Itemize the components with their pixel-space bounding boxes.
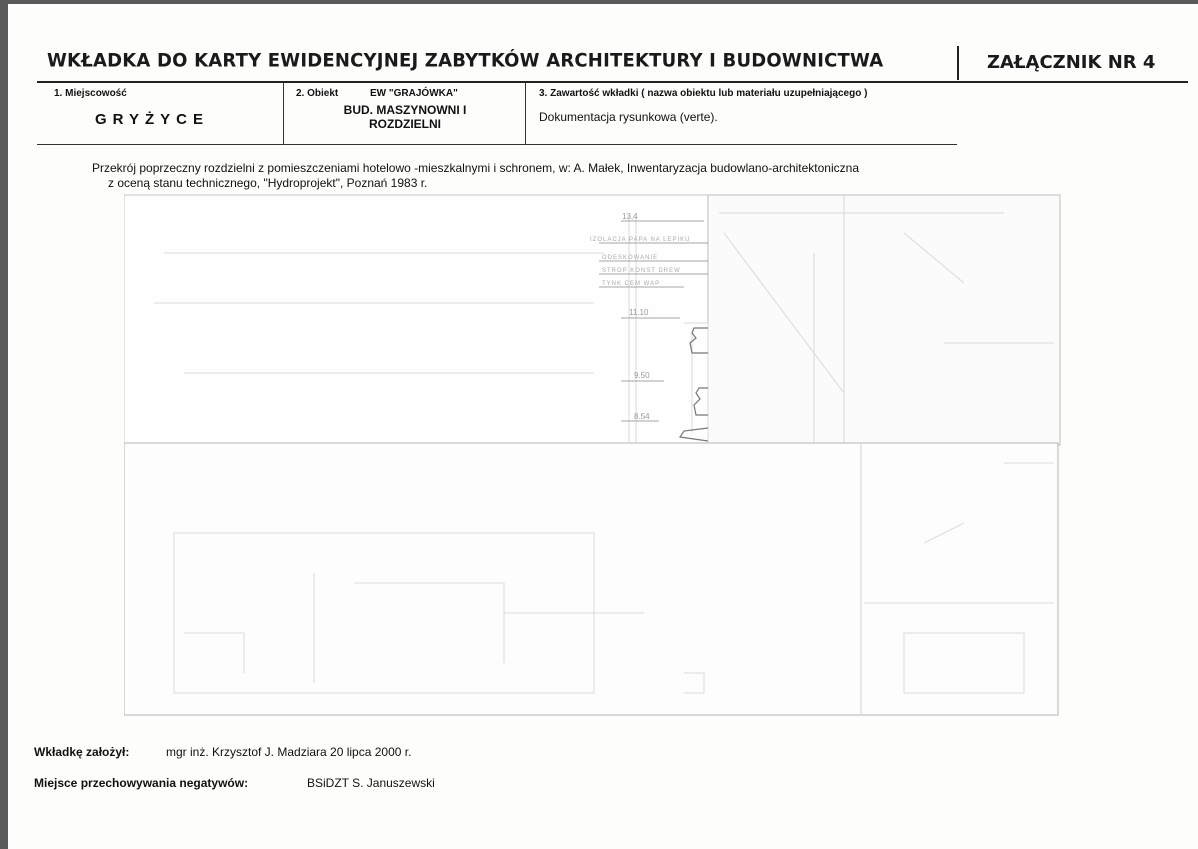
object-name: EW "GRAJÓWKA" bbox=[370, 88, 458, 99]
drawing-sheet-upper-right bbox=[708, 195, 1060, 445]
elevation-label: 13,4 bbox=[622, 212, 638, 221]
object-label: 2. Obiekt bbox=[296, 88, 339, 99]
author-value: mgr inż. Krzysztof J. Madziara 20 lipca 2000 r. bbox=[166, 745, 412, 759]
layer-note: STROP KONST DREW bbox=[602, 268, 681, 274]
author-label: Wkładkę założył: bbox=[34, 745, 130, 759]
storage-label: Miejsce przechowywania negatywów: bbox=[34, 776, 249, 790]
drawing-sheet-lower bbox=[124, 443, 1058, 715]
drawing-caption bbox=[92, 161, 992, 191]
layer-note: IZOLACJA PAPA NA LEPIKU bbox=[590, 237, 691, 243]
header-divider bbox=[957, 46, 959, 80]
location-label: 1. Miejscowość bbox=[54, 88, 127, 99]
location-value: GRYŻYCE bbox=[95, 111, 209, 128]
cross-section-drawing bbox=[124, 193, 1064, 721]
fields-rule bbox=[37, 144, 957, 145]
header-rule bbox=[37, 81, 1188, 83]
elevation-label: 11.10 bbox=[629, 308, 649, 317]
caption-line1: Przekrój poprzeczny rozdzielni z pomieszczeniami hotelowo -mieszkalnymi i schronem, w: A. Małek, Inwentaryzacja budowlano-architektoniczna bbox=[92, 161, 859, 175]
content-label: 3. Zawartość wkładki ( nazwa obiektu lub materiału uzupełniającego ) bbox=[539, 88, 868, 99]
cell-divider bbox=[525, 82, 526, 145]
storage-value: BSiDZT S. Januszewski bbox=[307, 776, 435, 790]
drawing-sheet-upper-left bbox=[124, 195, 708, 445]
caption-line2: z oceną stanu technicznego, "Hydroprojekt", Poznań 1983 r. bbox=[108, 176, 428, 190]
document-title: WKŁADKA DO KARTY EWIDENCYJNEJ ZABYTKÓW ARCHITEKTURY I BUDOWNICTWA bbox=[47, 49, 884, 72]
object-value-line1: BUD. MASZYNOWNI I bbox=[343, 103, 467, 117]
object-value bbox=[285, 103, 525, 131]
annex-number: ZAŁĄCZNIK NR 4 bbox=[987, 52, 1156, 73]
layer-note: TYNK CEM WAP bbox=[602, 281, 661, 287]
elevation-label: 8.54 bbox=[634, 412, 650, 421]
content-value: Dokumentacja rysunkowa (verte). bbox=[539, 110, 718, 124]
object-value-line2: ROZDZIELNI bbox=[369, 117, 441, 131]
cell-divider bbox=[283, 82, 284, 145]
layer-note: ODESKOWANIE bbox=[602, 255, 659, 261]
elevation-label: 9.50 bbox=[634, 371, 650, 380]
